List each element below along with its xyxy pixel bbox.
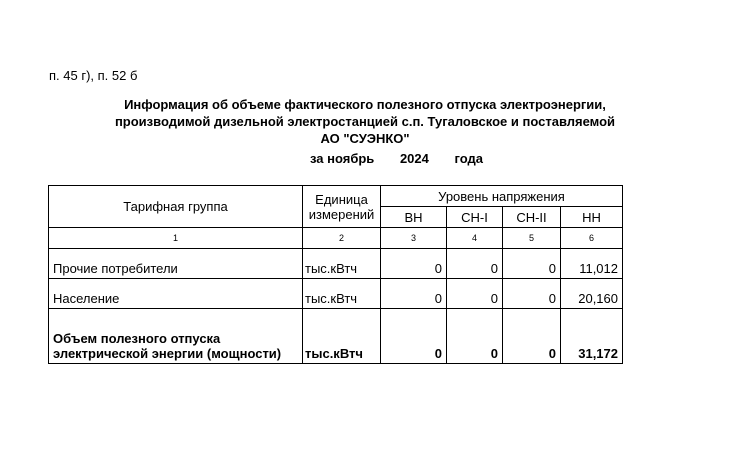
total-value-sn1: 0 bbox=[447, 309, 503, 364]
header-unit bbox=[303, 186, 381, 228]
title-line-1: Информация об объеме фактического полезного отпуска электроэнергии, bbox=[124, 97, 606, 112]
title-line-2: производимой дизельной электростанцией с.п. Тугаловское и поставляемой bbox=[114, 114, 616, 129]
header-tariff-group: Тарифная группа bbox=[49, 186, 303, 228]
row-value-nn: 11,012 bbox=[561, 249, 623, 279]
header-level-vn: ВН bbox=[381, 207, 447, 228]
row-unit: тыс.кВтч bbox=[303, 249, 381, 279]
total-value-sn2: 0 bbox=[503, 309, 561, 364]
row-value-sn2: 0 bbox=[503, 279, 561, 309]
column-number: 2 bbox=[303, 228, 381, 249]
column-number: 4 bbox=[447, 228, 503, 249]
header-voltage-level: Уровень напряжения bbox=[381, 186, 623, 207]
header-level-sn2: СН-II bbox=[503, 207, 561, 228]
total-name bbox=[49, 309, 303, 364]
table-row bbox=[49, 279, 623, 309]
total-name-line1: Объем полезного отпуска bbox=[53, 331, 221, 346]
total-value-nn: 31,172 bbox=[561, 309, 623, 364]
row-value-vn: 0 bbox=[381, 279, 447, 309]
total-value-vn: 0 bbox=[381, 309, 447, 364]
column-number: 6 bbox=[561, 228, 623, 249]
period-year: 2024 bbox=[399, 151, 429, 166]
total-unit: тыс.кВтч bbox=[303, 309, 381, 364]
header-level-nn: НН bbox=[561, 207, 623, 228]
document-reference: п. 45 г), п. 52 б bbox=[49, 68, 138, 83]
row-name: Прочие потребители bbox=[49, 249, 303, 279]
header-unit-line1: Единица bbox=[315, 191, 368, 207]
row-unit: тыс.кВтч bbox=[303, 279, 381, 309]
column-number: 1 bbox=[49, 228, 303, 249]
header-level-sn1: СН-I bbox=[447, 207, 503, 228]
column-number: 3 bbox=[381, 228, 447, 249]
supply-table bbox=[48, 185, 623, 364]
row-value-nn: 20,160 bbox=[561, 279, 623, 309]
period-suffix: года bbox=[454, 151, 483, 166]
row-value-sn2: 0 bbox=[503, 249, 561, 279]
row-name: Население bbox=[49, 279, 303, 309]
header-unit-line2: измерений bbox=[308, 206, 375, 222]
report-period bbox=[310, 151, 483, 166]
total-name-line2: электрической энергии (мощности) bbox=[53, 346, 282, 361]
column-number: 5 bbox=[503, 228, 561, 249]
total-row bbox=[49, 309, 623, 364]
title-line-3: АО "СУЭНКО" bbox=[320, 131, 410, 146]
row-value-sn1: 0 bbox=[447, 279, 503, 309]
period-prefix: за ноябрь bbox=[310, 151, 375, 166]
row-value-sn1: 0 bbox=[447, 249, 503, 279]
table-row bbox=[49, 249, 623, 279]
row-value-vn: 0 bbox=[381, 249, 447, 279]
